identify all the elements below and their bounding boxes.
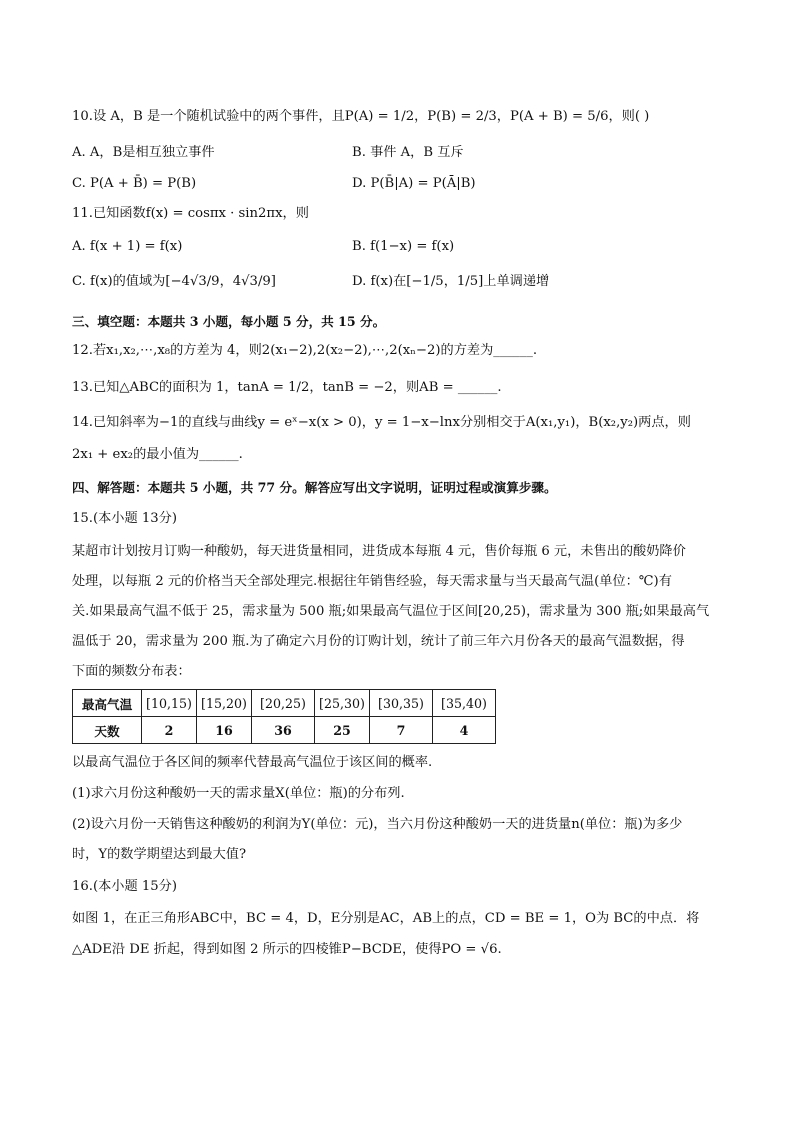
q10-option-a: A. A，B是相互独立事件 [72,145,215,160]
table-row-label: 天数 [73,717,142,744]
q15-part2-line1: (2)设六月份一天销售这种酸奶的利润为Y(单位：元)，当六月份这种酸奶一天的进货量n(单位：瓶)为多少 [72,817,683,832]
table-cell: 2 [142,717,197,744]
table-cell: [35,40) [433,690,496,717]
table-row-label: 最高气温 [73,690,142,717]
table-row [73,717,496,744]
q15-para-line1: 某超市计划按月订购一种酸奶，每天进货量相同，进货成本每瓶 4 元，售价每瓶 6 元，未售出的酸奶降价 [72,544,686,559]
q11-option-d: D. f(x)在[−1/5，1/5]上单调递增 [352,274,550,289]
q11-stem: 11.已知函数f(x) = cosπx · sin2πx，则 [72,206,309,221]
table-cell: 16 [197,717,252,744]
table-cell: 7 [370,717,433,744]
q15-part2-line2: 时，Y的数学期望达到最大值? [72,847,247,862]
table-row [73,690,496,717]
q15-para-line4: 温低于 20，需求量为 200 瓶.为了确定六月份的订购计划，统计了前三年六月份各天的最高气温数据，得 [72,634,685,649]
q15-part1: (1)求六月份这种酸奶一天的需求量X(单位：瓶)的分布列. [72,786,405,801]
table-cell: 4 [433,717,496,744]
table-cell: [25,30) [315,690,370,717]
table-cell: [15,20) [197,690,252,717]
q15-para-line5: 下面的频数分布表： [72,664,191,679]
q16-header: 16.(本小题 15分) [72,879,177,894]
q14-line1: 14.已知斜率为−1的直线与曲线y = eˣ−x(x > 0)，y = 1−x−lnx分别相交于A(x₁,y₁)，B(x₂,y₂)两点，则 [72,415,691,430]
q10-option-c: C. P(A + B̄) = P(B) [72,176,197,191]
table-cell: [20,25) [252,690,315,717]
q10-stem: 10.设 A，B 是一个随机试验中的两个事件，且P(A) = 1/2，P(B) = 2/3，P(A + B) = 5/6，则( ) [72,109,650,124]
q15-after-table: 以最高气温位于各区间的频率代替最高气温位于该区间的概率. [72,755,433,770]
q14-line2: 2x₁ + ex₂的最小值为______. [72,447,243,462]
q10-option-d: D. P(B̄|A) = P(Ā|B) [352,176,476,191]
table-cell: 36 [252,717,315,744]
q16-line1: 如图 1，在正三角形ABC中，BC = 4，D，E分别是AC，AB上的点，CD = BE = 1，O为 BC的中点．将 [72,911,700,926]
table-cell: 25 [315,717,370,744]
table-cell: [10,15) [142,690,197,717]
q15-para-line3: 关.如果最高气温不低于 25，需求量为 500 瓶;如果最高气温位于区间[20,25)，需求量为 300 瓶;如果最高气 [72,604,710,619]
section-fill-in-heading: 三、填空题：本题共 3 小题，每小题 5 分，共 15 分。 [72,314,386,329]
q15-header: 15.(本小题 13分) [72,511,177,526]
q13: 13.已知△ABC的面积为 1，tanA = 1/2，tanB = −2，则AB = ______. [72,380,502,395]
frequency-table [72,689,496,744]
q16-line2: △ADE沿 DE 折起，得到如图 2 所示的四棱锥P−BCDE，使得PO = √6. [72,942,502,957]
q11-option-a: A. f(x + 1) = f(x) [72,239,183,254]
table-cell: [30,35) [370,690,433,717]
q11-option-b: B. f(1−x) = f(x) [352,239,455,254]
q10-option-b: B. 事件 A，B 互斥 [352,145,464,160]
section-solution-heading: 四、解答题：本题共 5 小题，共 77 分。解答应写出文字说明，证明过程或演算步骤。 [72,480,557,495]
q15-para-line2: 处理，以每瓶 2 元的价格当天全部处理完.根据往年销售经验，每天需求量与当天最高气温(单位：℃)有 [72,574,672,589]
q11-option-c: C. f(x)的值域为[−4√3/9，4√3/9] [72,274,276,289]
q12: 12.若x₁,x₂,⋯,x₈的方差为 4，则2(x₁−2),2(x₂−2),⋯,2(xₙ−2)的方差为______. [72,343,538,358]
